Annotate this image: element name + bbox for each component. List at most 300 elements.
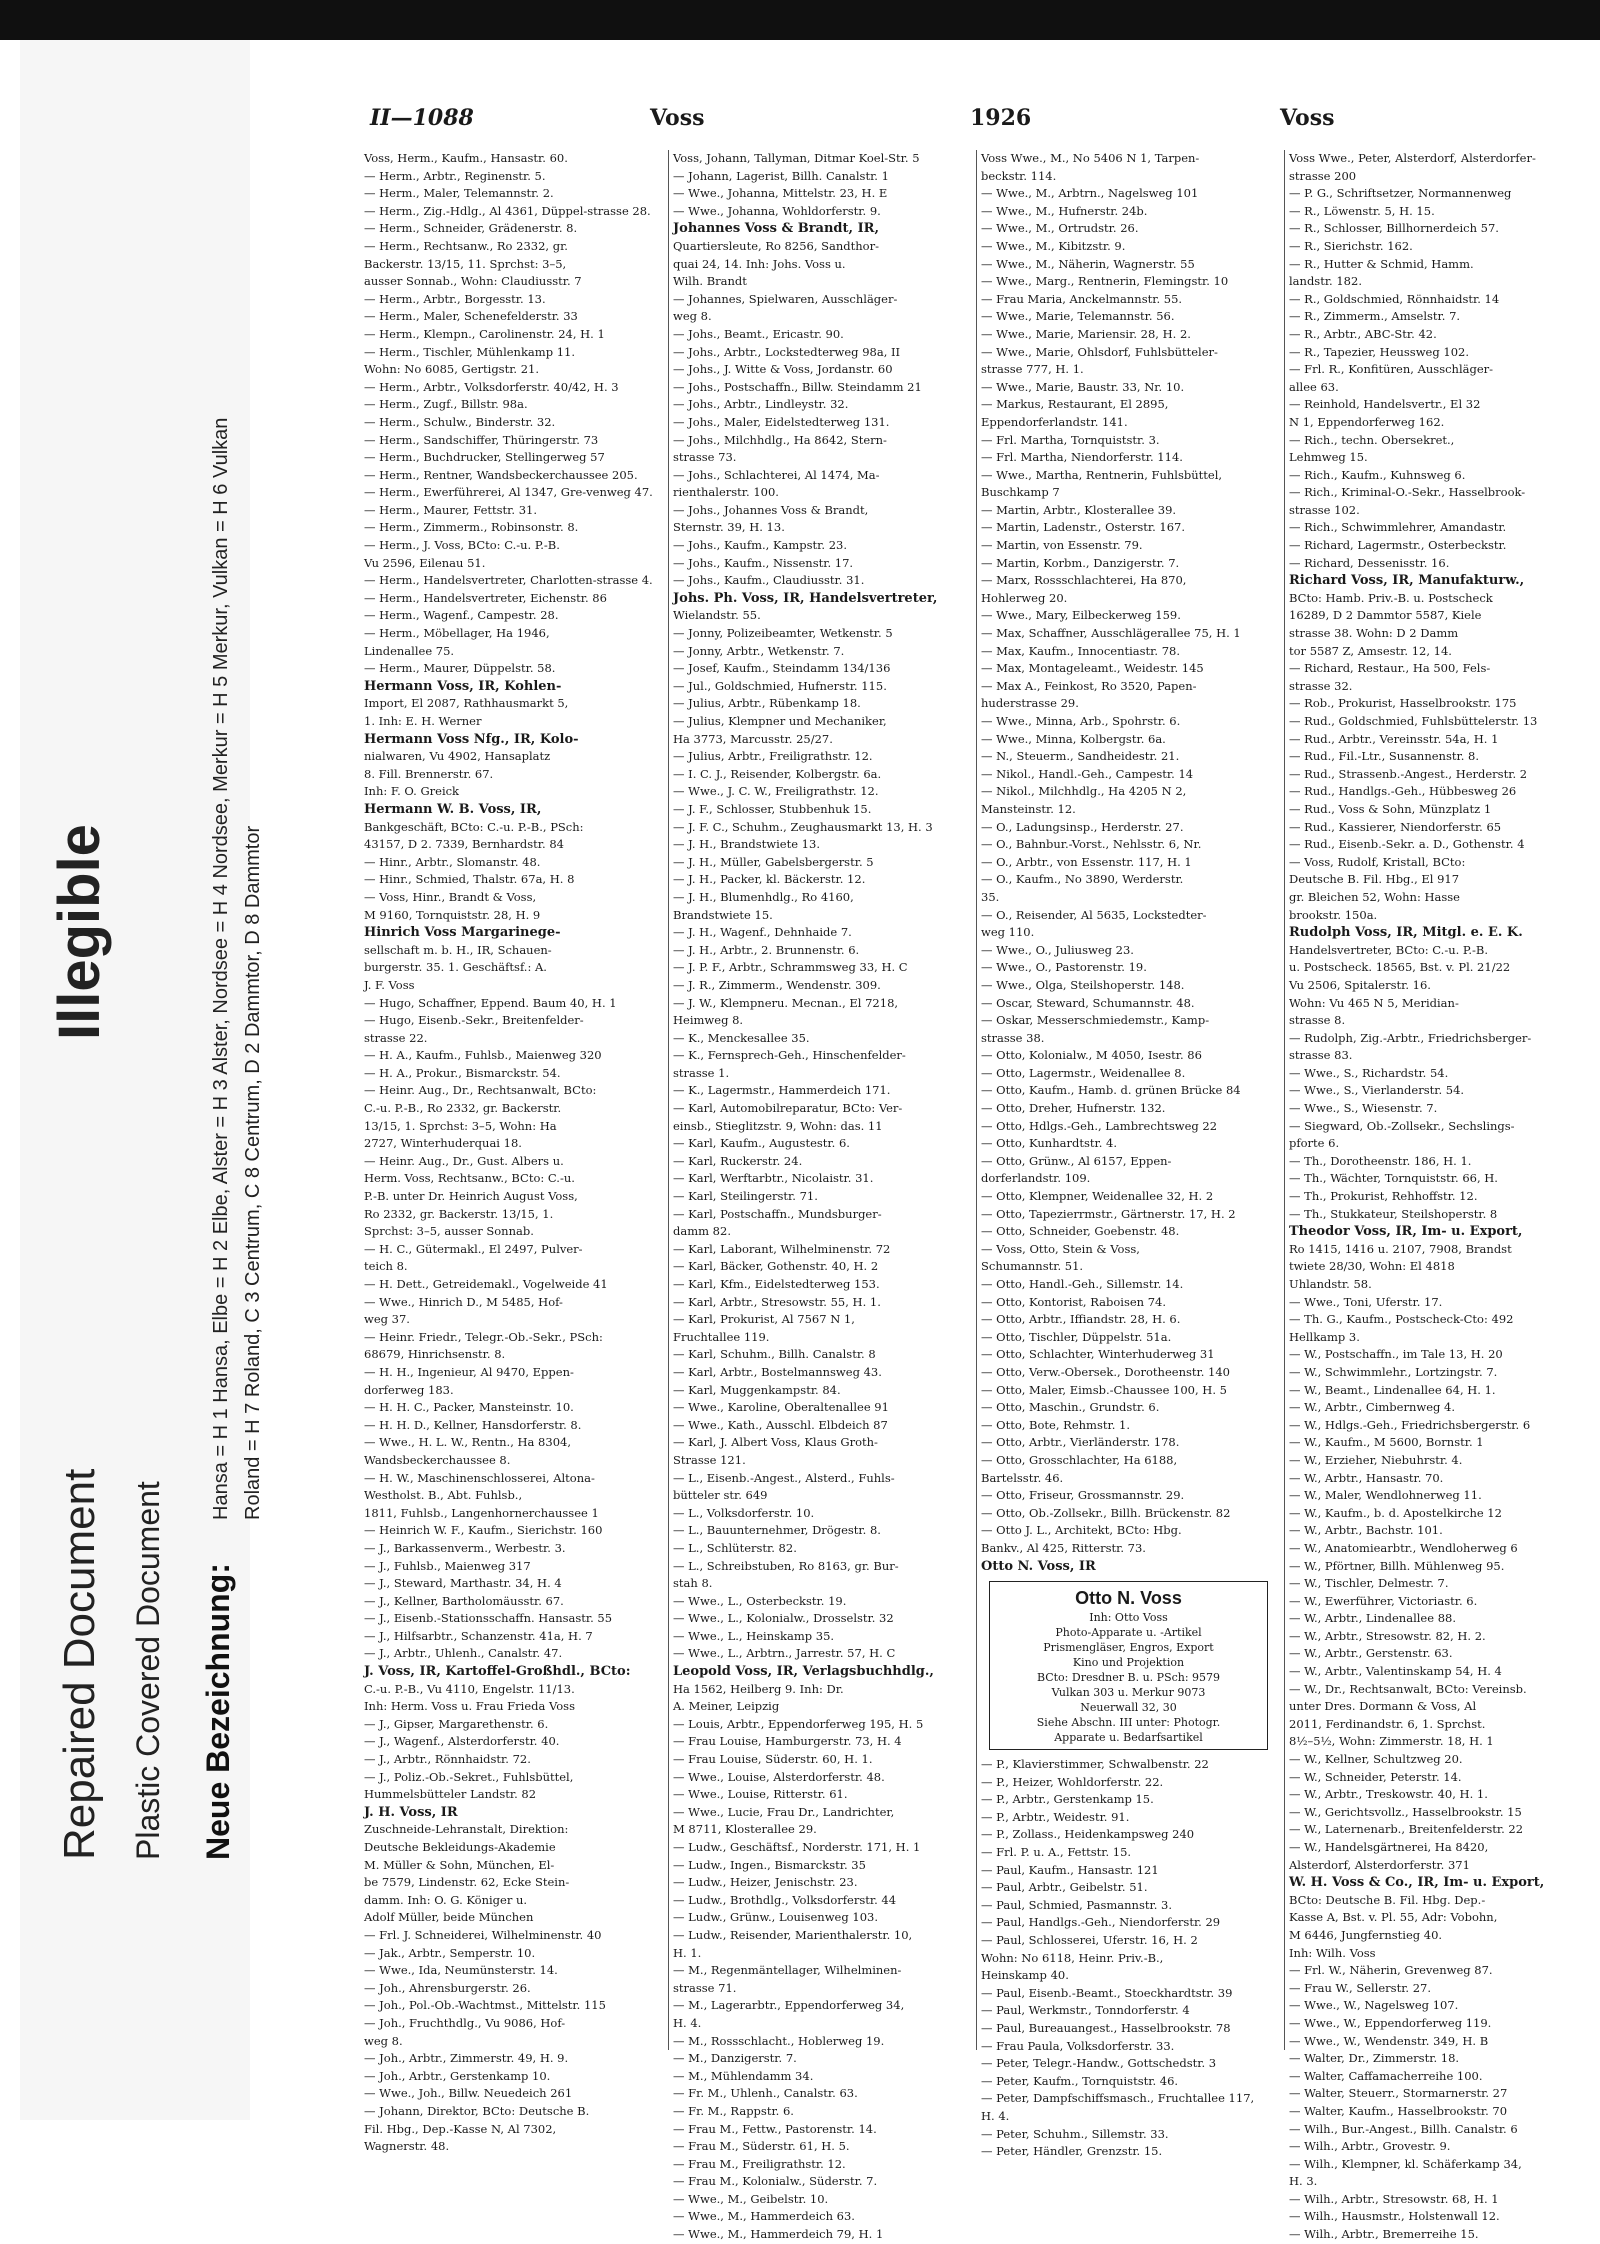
- directory-entry: damm 82.: [673, 1224, 731, 1239]
- directory-entry: — Rud., Goldschmied, Fuhlsbüttelerstr. 13: [1289, 714, 1538, 728]
- directory-entry: Wagnerstr. 48.: [364, 2139, 450, 2154]
- directory-entry: — Herm., Arbtr., Volksdorferstr. 40/42, H. 3: [364, 379, 619, 394]
- directory-entry: — M., Rossschlacht., Hoblerweg 19.: [673, 2033, 885, 2048]
- directory-entry: — Ludw., Brothdlg., Volksdorferstr. 44: [673, 1892, 897, 1907]
- directory-entry: — H. H. C., Packer, Mansteinstr. 10.: [364, 1400, 574, 1415]
- directory-entry: strasse 102.: [1289, 502, 1360, 517]
- directory-entry: — Josef, Kaufm., Steindamm 134/136: [673, 661, 891, 676]
- directory-entry: — Nikol., Handl.-Geh., Campestr. 14: [981, 766, 1194, 781]
- directory-entry: Deutsche Bekleidungs-Akademie: [364, 1840, 556, 1854]
- directory-entry: — Reinhold, Handelsvertr., El 32: [1289, 397, 1481, 412]
- directory-entry: — Peter, Dampfschiffsmasch., Fruchtallee 117,: [981, 2091, 1255, 2106]
- directory-entry: — Wwe., Hinrich D., M 5485, Hof-: [364, 1294, 563, 1309]
- stamp-illegible: Illegible: [47, 824, 112, 1040]
- directory-entry: — Ludw., Heizer, Jenischstr. 23.: [673, 1875, 858, 1890]
- directory-entry: — Herm., Tischler, Mühlenkamp 11.: [364, 344, 575, 359]
- directory-entry: Westholst. B., Abt. Fuhlsb.,: [364, 1488, 523, 1503]
- directory-entry: J. H. Voss, IR: [364, 1804, 458, 1820]
- directory-entry: — Joh., Pol.-Ob.-Wachtmst., Mittelstr. 115: [364, 1998, 606, 2013]
- directory-entry: — Wwe., Martha, Rentnerin, Fuhlsbüttel,: [981, 467, 1223, 482]
- directory-entry: — Wwe., W., Eppendorferweg 119.: [1289, 2015, 1492, 2030]
- directory-entry: dorferlandstr. 109.: [981, 1171, 1091, 1186]
- directory-entry: — K., Lagermstr., Hammerdeich 171.: [673, 1083, 891, 1098]
- directory-entry: — J. P. F., Arbtr., Schrammsweg 33, H. C: [673, 960, 908, 975]
- directory-entry: — Martin, Arbtr., Klosterallee 39.: [981, 502, 1177, 517]
- directory-entry: — Otto, Kolonialw., M 4050, Isestr. 86: [981, 1048, 1202, 1063]
- directory-entry: — Otto, Klempner, Weidenallee 32, H. 2: [981, 1189, 1214, 1204]
- directory-entry: ausser Sonnab., Wohn: Claudiusstr. 7: [364, 274, 582, 289]
- directory-entry: burgerstr. 35. 1. Geschäftsf.: A.: [364, 960, 547, 975]
- directory-entry: huderstrasse 29.: [981, 696, 1079, 711]
- directory-entry: — Wwe., H. L. W., Rentn., Ha 8304,: [364, 1435, 571, 1450]
- directory-entry: — Wwe., O., Juliusweg 23.: [981, 942, 1134, 957]
- directory-entry: — Herm., Ewerführerei, Al 1347, Gre-venweg 47.: [364, 485, 653, 500]
- directory-entry: — W., Arbtr., Valentinskamp 54, H. 4: [1289, 1664, 1502, 1679]
- directory-entry: — Wwe., M., Hammerdeich 79, H. 1: [673, 2227, 884, 2242]
- directory-entry: — J. H., Arbtr., 2. Brunnenstr. 6.: [673, 942, 860, 957]
- directory-entry: — J. F., Schlosser, Stubbenhuk 15.: [673, 801, 872, 816]
- directory-entry: — Wwe., Minna, Kolbergstr. 6a.: [981, 731, 1166, 746]
- directory-entry: — Frau Maria, Anckelmannstr. 55.: [981, 291, 1183, 306]
- directory-entry: — Wwe., M., Näherin, Wagnerstr. 55: [981, 256, 1195, 271]
- directory-entry: Hermann Voss Nfg., IR, Kolo-: [364, 731, 579, 747]
- directory-entry: — R., Tapezier, Heussweg 102.: [1289, 344, 1469, 359]
- directory-entry: Ro 2332, gr. Backerstr. 13/15, 1.: [364, 1206, 554, 1221]
- directory-entry: — Joh., Fruchthdlg., Vu 9086, Hof-: [364, 2015, 566, 2030]
- directory-entry: — Otto, Grünw., Al 6157, Eppen-: [981, 1153, 1172, 1168]
- directory-entry: — P., Zollass., Heidenkampsweg 240: [981, 1827, 1195, 1842]
- directory-entry: — Wwe., Kath., Ausschl. Elbdeich 87: [673, 1417, 888, 1432]
- directory-entry: — Wwe., W., Wendenstr. 349, H. B: [1289, 2033, 1489, 2048]
- directory-entry: Kasse A, Bst. v. Pl. 55, Adr: Vobohn,: [1289, 1910, 1498, 1925]
- directory-entry: — Wilh., Arbtr., Grovestr. 9.: [1289, 2139, 1451, 2154]
- directory-entry: H. 3.: [1289, 2174, 1318, 2189]
- directory-entry: — Karl, Arbtr., Bostelmannsweg 43.: [673, 1364, 882, 1379]
- directory-entry: — Johs., Kaufm., Claudiusstr. 31.: [673, 573, 865, 588]
- directory-entry: — Frl. Martha, Tornquiststr. 3.: [981, 432, 1160, 447]
- directory-entry: — Otto, Tapezierrmstr., Gärtnerstr. 17, H. 2: [981, 1206, 1236, 1221]
- directory-entry: — Frau M., Fettw., Pastorenstr. 14.: [673, 2121, 877, 2136]
- directory-entry: M 8711, Klosterallee 29.: [673, 1822, 817, 1837]
- directory-entry: — Peter, Schuhm., Sillemstr. 33.: [981, 2126, 1169, 2141]
- directory-entry: 8½–5½, Wohn: Zimmerstr. 18, H. 1: [1289, 1734, 1494, 1749]
- directory-entry: — Voss, Hinr., Brandt & Voss,: [364, 889, 537, 904]
- directory-entry: — H. H., Ingenieur, Al 9470, Eppen-: [364, 1364, 574, 1379]
- directory-entry: — Martin, Korbm., Danzigerstr. 7.: [981, 555, 1180, 570]
- side-note-line: Hansa = H 1 Hansa, Elbe = H 2 Elbe, Alster = H 3 Alster, Nordsee = H 4 Nordsee, Merkur = H 5 Merkur, Vulkan = H 6 Vulkan: [210, 417, 232, 1520]
- directory-entry: — Herm., Handelsvertreter, Charlotten-strasse 4.: [364, 573, 653, 588]
- directory-entry: — J., Eisenb.-Stationsschaffn. Hansastr. 55: [364, 1611, 613, 1626]
- directory-entry: Voss Wwe., M., No 5406 N 1, Tarpen-: [981, 151, 1200, 165]
- directory-entry: — Herm., Zugf., Billstr. 98a.: [364, 397, 528, 412]
- directory-column: [976, 150, 1276, 2159]
- ad-line: Vulkan 303 u. Merkur 9073: [1051, 1686, 1206, 1700]
- directory-entry: 16289, D 2 Dammtor 5587, Kiele: [1289, 608, 1482, 623]
- directory-entry: — Julius, Arbtr., Freiligrathstr. 12.: [673, 749, 873, 764]
- directory-entry: — Wwe., Johanna, Mittelstr. 23, H. E: [673, 186, 888, 201]
- directory-entry: — R., Goldschmied, Rönnhaidstr. 14: [1289, 291, 1500, 306]
- directory-entry: — Otto, Maschin., Grundstr. 6.: [981, 1400, 1160, 1415]
- directory-entry: tor 5587 Z, Amsestr. 12, 14.: [1289, 643, 1452, 658]
- directory-entry: — Paul, Arbtr., Geibelstr. 51.: [981, 1880, 1148, 1895]
- directory-entry: — Wwe., L., Kolonialw., Drosselstr. 32: [673, 1611, 894, 1626]
- page-header: [350, 100, 1600, 140]
- directory-entry: — O., Kaufm., No 3890, Werderstr.: [981, 872, 1184, 887]
- directory-entry: Hermann Voss, IR, Kohlen-: [364, 678, 562, 694]
- directory-entry: — W., Arbtr., Lindenallee 88.: [1289, 1611, 1456, 1626]
- directory-entry: — O., Reisender, Al 5635, Lockstedter-: [981, 907, 1207, 922]
- directory-entry: P.-B. unter Dr. Heinrich August Voss,: [364, 1189, 578, 1204]
- directory-entry: — Frl. Martha, Niendorferstr. 114.: [981, 450, 1183, 465]
- directory-entry: — W., Schwimmlehr., Lortzingstr. 7.: [1289, 1364, 1498, 1379]
- directory-entry: — W., Handelsgärtnerei, Ha 8420,: [1289, 1840, 1489, 1854]
- directory-entry: — W., Postschaffn., im Tale 13, H. 20: [1289, 1347, 1503, 1362]
- directory-entry: — Herm., Handelsvertreter, Eichenstr. 86: [364, 590, 607, 605]
- directory-entry: Quartiersleute, Ro 8256, Sandthor-: [673, 238, 879, 253]
- running-head-year: 1926: [970, 105, 1032, 131]
- directory-entry: — Rud., Strassenb.-Angest., Herderstr. 2: [1289, 766, 1528, 781]
- directory-entry: Zuschneide-Lehranstalt, Direktion:: [364, 1822, 569, 1837]
- directory-entry: — Johs., Beamt., Ericastr. 90.: [673, 326, 844, 341]
- directory-entry: BCto: Deutsche B. Fil. Hbg. Dep.-: [1289, 1892, 1486, 1907]
- directory-entry: — H. W., Maschinenschlosserei, Altona-: [364, 1470, 595, 1485]
- directory-entry: — Paul, Eisenb.-Beamt., Stoeckhardtstr. 39: [981, 1985, 1233, 2000]
- directory-entry: H. 1.: [673, 1945, 702, 1960]
- directory-entry: — P., Arbtr., Gerstenkamp 15.: [981, 1792, 1154, 1807]
- directory-entry: — Wwe., Mary, Eilbeckerweg 159.: [981, 608, 1181, 623]
- directory-entry: — W., Arbtr., Gerstenstr. 63.: [1289, 1646, 1453, 1661]
- directory-entry: nialwaren, Vu 4902, Hansaplatz: [364, 749, 551, 764]
- directory-entry: Ro 1415, 1416 u. 2107, 7908, Brandst: [1289, 1241, 1512, 1256]
- directory-entry: — W., Gerichtsvollz., Hasselbrookstr. 15: [1289, 1804, 1522, 1819]
- directory-entry: — Wwe., Marie, Ohlsdorf, Fuhlsbütteler-: [981, 344, 1218, 359]
- directory-entry: — Johs., Kaufm., Kampstr. 23.: [673, 538, 848, 553]
- side-heading: Neue Bezeichnung:: [200, 1563, 236, 1860]
- directory-entry: — Wwe., L., Arbtrn., Jarrestr. 57, H. C: [673, 1646, 896, 1661]
- directory-entry: H. 4.: [981, 2108, 1010, 2123]
- directory-entry: — Herm., Zig.-Hdlg., Al 4361, Düppel-strasse 28.: [364, 203, 651, 218]
- directory-entry: — J. H., Wagenf., Dehnhaide 7.: [673, 925, 852, 940]
- directory-entry: — Herm., Rechtsanw., Ro 2332, gr.: [364, 238, 568, 253]
- directory-entry: — Karl, Muggenkampstr. 84.: [673, 1382, 841, 1397]
- ad-line: Photo-Apparate u. -Artikel: [1055, 1626, 1202, 1640]
- directory-entry: — Hugo, Eisenb.-Sekr., Breitenfelder-: [364, 1013, 584, 1028]
- directory-entry: — Peter, Kaufm., Tornquiststr. 46.: [981, 2073, 1179, 2088]
- directory-entry: — Paul, Bureauangest., Hasselbrookstr. 78: [981, 2021, 1231, 2035]
- directory-entry: Vu 2506, Spitalerstr. 16.: [1289, 977, 1431, 992]
- directory-entry: — Julius, Klempner und Mechaniker,: [673, 714, 887, 728]
- directory-entry: Strasse 121.: [673, 1452, 746, 1467]
- directory-entry: Theodor Voss, IR, Im- u. Export,: [1289, 1224, 1523, 1240]
- directory-entry: — N., Steuerm., Sandheidestr. 21.: [981, 749, 1180, 764]
- running-head-right: Voss: [1280, 105, 1335, 131]
- directory-entry: quai 24, 14. Inh: Johs. Voss u.: [673, 256, 846, 271]
- directory-entry: — H. A., Prokur., Bismarckstr. 54.: [364, 1065, 561, 1080]
- directory-entry: — Joh., Arbtr., Gerstenkamp 10.: [364, 2068, 551, 2083]
- directory-entry: — Otto, Grosschlachter, Ha 6188,: [981, 1452, 1178, 1467]
- directory-entry: — O., Bahnbur.-Vorst., Nehlsstr. 6, Nr.: [981, 837, 1202, 852]
- directory-entry: — Siegward, Ob.-Zollsekr., Sechslings-: [1289, 1118, 1515, 1133]
- directory-entry: Hinrich Voss Margarinege-: [364, 925, 561, 941]
- directory-entry: Johs. Ph. Voss, IR, Handelsvertreter,: [673, 590, 938, 606]
- directory-entry: — Frau M., Freiligrathstr. 12.: [673, 2156, 846, 2171]
- directory-entry: — Paul, Kaufm., Hansastr. 121: [981, 1862, 1159, 1877]
- directory-entry: — Th., Stukkateur, Steilshoperstr. 8: [1289, 1206, 1498, 1221]
- directory-entry: — Johs., Schlachterei, Al 1474, Ma-: [673, 467, 880, 482]
- directory-entry: 2011, Ferdinandstr. 6, 1. Sprchst.: [1289, 1716, 1486, 1731]
- directory-entry: — Herm., Arbtr., Borgesstr. 13.: [364, 291, 546, 306]
- directory-entry: — W., Laternenarb., Breitenfelderstr. 22: [1289, 1822, 1524, 1837]
- directory-entry: — Wwe., S., Vierlanderstr. 54.: [1289, 1083, 1465, 1098]
- directory-entry: — Wwe., W., Nagelsweg 107.: [1289, 1998, 1459, 2013]
- directory-entry: — Karl, Kaufm., Augustestr. 6.: [673, 1136, 850, 1151]
- directory-entry: — R., Hutter & Schmid, Hamm.: [1289, 256, 1474, 271]
- directory-entry: — Johs., Kaufm., Nissenstr. 17.: [673, 555, 854, 570]
- directory-entry: — Karl, Automobilreparatur, BCto: Ver-: [673, 1101, 903, 1116]
- directory-entry: Bartelsstr. 46.: [981, 1470, 1064, 1485]
- directory-entry: Wandsbeckerchaussee 8.: [364, 1452, 511, 1467]
- directory-entry: — J., Wagenf., Alsterdorferstr. 40.: [364, 1734, 560, 1749]
- directory-entry: — Wwe., Marie, Baustr. 33, Nr. 10.: [981, 379, 1185, 394]
- directory-page: [350, 80, 1600, 2242]
- directory-entry: — Joh., Ahrensburgerstr. 26.: [364, 1980, 531, 1995]
- directory-entry: — Otto, Kontorist, Raboisen 74.: [981, 1294, 1167, 1309]
- directory-entry: — W., Schneider, Peterstr. 14.: [1289, 1769, 1462, 1784]
- directory-entry: Sprchst: 3–5, ausser Sonnab.: [364, 1224, 534, 1239]
- directory-entry: — Fr. M., Uhlenh., Canalstr. 63.: [673, 2086, 858, 2101]
- directory-entry: — H. Dett., Getreidemakl., Vogelweide 41: [364, 1277, 608, 1291]
- directory-entry: strasse 22.: [364, 1030, 428, 1045]
- directory-entry: — Wwe., Lucie, Frau Dr., Landrichter,: [673, 1804, 895, 1819]
- directory-entry: einsb., Stieglitzstr. 9, Wohn: das. 11: [673, 1118, 883, 1133]
- directory-entry: — L., Volksdorferstr. 10.: [673, 1505, 815, 1520]
- running-head-left: Voss: [650, 105, 705, 131]
- directory-entry: — Max, Kaufm., Innocentiastr. 78.: [981, 643, 1181, 658]
- directory-entry: — M., Lagerarbtr., Eppendorferweg 34,: [673, 1998, 905, 2013]
- directory-entry: — Karl, Arbtr., Stresowstr. 55, H. 1.: [673, 1294, 881, 1309]
- directory-entry: — Otto, Friseur, Grossmannstr. 29.: [981, 1488, 1185, 1503]
- directory-entry: — Herm., Klempn., Carolinenstr. 24, H. 1: [364, 326, 605, 341]
- directory-entry: unter Dres. Dormann & Voss, Al: [1289, 1699, 1477, 1714]
- directory-entry: Leopold Voss, IR, Verlagsbuchhdlg.,: [673, 1664, 934, 1680]
- directory-entry: — Johs., Arbtr., Lockstedterweg 98a, II: [673, 344, 901, 359]
- ad-line: Apparate u. Bedarfsartikel: [1054, 1731, 1203, 1745]
- directory-entry: — Otto, Dreher, Hufnerstr. 132.: [981, 1101, 1166, 1116]
- directory-entry: Alsterdorf, Alsterdorferstr. 371: [1289, 1857, 1470, 1872]
- directory-entry: — Rudolph, Zig.-Arbtr., Friedrichsberger-: [1289, 1030, 1532, 1045]
- directory-entry: — H. A., Kaufm., Fuhlsb., Maienweg 320: [364, 1048, 602, 1063]
- directory-entry: Hohlerweg 20.: [981, 590, 1068, 605]
- directory-entry: Heinskamp 40.: [981, 1968, 1069, 1983]
- directory-entry: C.-u. P.-B., Ro 2332, gr. Backerstr.: [364, 1101, 562, 1116]
- directory-entry: A. Meiner, Leipzig: [673, 1699, 780, 1714]
- directory-entry: — Otto, Arbtr., Iffiandstr. 28, H. 6.: [981, 1312, 1181, 1327]
- directory-entry: — Karl, Laborant, Wilhelminenstr. 72: [673, 1241, 891, 1256]
- directory-entry: — W., Erzieher, Niebuhrstr. 4.: [1289, 1452, 1463, 1467]
- directory-entry: — Otto, Maler, Eimsb.-Chaussee 100, H. 5: [981, 1382, 1227, 1397]
- directory-entry: — Rob., Prokurist, Hasselbrookstr. 175: [1289, 696, 1517, 711]
- ad-line: BCto: Dresdner B. u. PSch: 9579: [1036, 1671, 1221, 1685]
- directory-entry: allee 63.: [1289, 379, 1339, 394]
- directory-entry: — J., Barkassenverm., Werbestr. 3.: [364, 1540, 566, 1555]
- directory-entry: — Martin, Ladenstr., Osterstr. 167.: [981, 520, 1186, 535]
- directory-entry: — Paul, Handlgs.-Geh., Niendorferstr. 29: [981, 1915, 1221, 1930]
- directory-entry: — Wwe., M., Arbtrn., Nagelsweg 101: [981, 186, 1199, 201]
- directory-entry: — Rud., Arbtr., Vereinsstr. 54a, H. 1: [1289, 731, 1499, 746]
- directory-entry: — Wwe., Marg., Rentnerin, Flemingstr. 10: [981, 274, 1229, 289]
- directory-entry: — J. H., Brandstwiete 13.: [673, 837, 820, 852]
- directory-entry: weg 110.: [981, 925, 1035, 940]
- directory-entry: Brandstwiete 15.: [673, 907, 773, 922]
- directory-entry: — Otto, Bote, Rehmstr. 1.: [981, 1417, 1130, 1432]
- directory-entry: 43157, D 2. 7339, Bernhardstr. 84: [364, 837, 564, 852]
- directory-entry: — Frau Louise, Süderstr. 60, H. 1.: [673, 1752, 873, 1767]
- directory-entry: — Frau M., Kolonialw., Süderstr. 7.: [673, 2174, 878, 2189]
- directory-entry: Fruchtallee 119.: [673, 1329, 770, 1344]
- directory-entry: weg 8.: [364, 2033, 403, 2048]
- directory-entry: — Heinrich W. F., Kaufm., Sierichstr. 160: [364, 1523, 603, 1538]
- directory-entry: gr. Bleichen 52, Wohn: Hasse: [1289, 889, 1460, 904]
- directory-entry: — Karl, J. Albert Voss, Klaus Groth-: [673, 1435, 878, 1450]
- directory-entry: — Frl. R., Konfitüren, Ausschläger-: [1289, 362, 1494, 377]
- ad-line: Kino und Projektion: [1072, 1656, 1185, 1670]
- directory-entry: — W., Kaufm., M 5600, Bornstr. 1: [1289, 1435, 1484, 1450]
- directory-entry: — Wwe., Marie, Mariensir. 28, H. 2.: [981, 326, 1191, 341]
- directory-entry: — J. H., Müller, Gabelsbergerstr. 5: [673, 854, 874, 869]
- directory-entry: — Otto, Hdlgs.-Geh., Lambrechtsweg 22: [981, 1118, 1218, 1133]
- directory-entry: Lindenallee 75.: [364, 643, 455, 658]
- directory-entry: — Herm., Maurer, Düppelstr. 58.: [364, 661, 556, 676]
- directory-entry: 13/15, 1. Sprchst: 3–5, Wohn: Ha: [364, 1118, 557, 1133]
- directory-entry: — Otto, Tischler, Düppelstr. 51a.: [981, 1329, 1172, 1344]
- directory-entry: brookstr. 150a.: [1289, 907, 1378, 922]
- directory-entry: — W., Kaufm., b. d. Apostelkirche 12: [1289, 1505, 1502, 1520]
- directory-entry: — Richard, Dessenisstr. 16.: [1289, 555, 1450, 570]
- directory-columns: [360, 150, 1600, 2242]
- ad-line: Prismengläser, Engros, Export: [1043, 1641, 1214, 1655]
- directory-entry: — Frl. W., Näherin, Grevenweg 87.: [1289, 1963, 1493, 1978]
- directory-entry: — W., Kellner, Schultzweg 20.: [1289, 1752, 1463, 1767]
- directory-entry: — Johann, Direktor, BCto: Deutsche B.: [364, 2103, 590, 2118]
- directory-entry: — Frl. P. u. A., Fettstr. 15.: [981, 1845, 1132, 1860]
- directory-entry: bütteler str. 649: [673, 1488, 768, 1503]
- directory-entry: 8. Fill. Brennerstr. 67.: [364, 766, 494, 781]
- directory-entry: — J., Gipser, Margarethenstr. 6.: [364, 1716, 549, 1731]
- directory-entry: — Ludw., Reisender, Marienthalerstr. 10,: [673, 1927, 913, 1942]
- directory-entry: — Karl, Werftarbtr., Nicolaistr. 31.: [673, 1171, 874, 1186]
- directory-entry: — Wwe., Toni, Uferstr. 17.: [1289, 1294, 1443, 1309]
- directory-entry: — Wwe., Joh., Billw. Neuedeich 261: [364, 2086, 573, 2101]
- directory-entry: weg 37.: [364, 1312, 410, 1327]
- directory-entry: — P., Arbtr., Weidestr. 91.: [981, 1809, 1130, 1824]
- stamp-line1-text: Repaired Document: [55, 1468, 104, 1860]
- directory-entry: strasse 32.: [1289, 678, 1353, 693]
- directory-entry: — Frau Paula, Volksdorferstr. 33.: [981, 2038, 1175, 2053]
- directory-entry: — J., Poliz.-Ob.-Sekret., Fuhlsbüttel,: [364, 1769, 574, 1784]
- directory-entry: Hellkamp 3.: [1289, 1329, 1360, 1344]
- directory-entry: M 6446, Jungfernstieg 40.: [1289, 1927, 1443, 1942]
- directory-entry: — Hugo, Schaffner, Eppend. Baum 40, H. 1: [364, 995, 617, 1010]
- directory-entry: — Walter, Dr., Zimmerstr. 18.: [1289, 2051, 1460, 2066]
- directory-entry: strasse 38.: [981, 1030, 1045, 1045]
- directory-entry: — Frau M., Süderstr. 61, H. 5.: [673, 2139, 850, 2154]
- directory-entry: — K., Menckesallee 35.: [673, 1030, 810, 1045]
- directory-entry: — Wwe., Louise, Alsterdorferstr. 48.: [673, 1769, 885, 1784]
- directory-entry: — Marx, Rossschlachterei, Ha 870,: [981, 573, 1187, 588]
- directory-entry: — W., Dr., Rechtsanwalt, BCto: Vereinsb.: [1289, 1681, 1527, 1696]
- directory-entry: — Wwe., Louise, Ritterstr. 61.: [673, 1787, 848, 1802]
- page-number: II—1088: [370, 105, 474, 131]
- directory-entry: — H. C., Gütermakl., El 2497, Pulver-: [364, 1241, 583, 1256]
- directory-entry: — Wwe., Johanna, Wohldorferstr. 9.: [673, 203, 881, 218]
- directory-entry: — W., Hdlgs.-Geh., Friedrichsbergerstr. 6: [1289, 1417, 1531, 1432]
- directory-column: [360, 150, 660, 2154]
- directory-entry: — Nikol., Milchhdlg., Ha 4205 N 2,: [981, 784, 1187, 799]
- directory-entry: — J. W., Klempneru. Mecnan., El 7218,: [673, 995, 899, 1010]
- advertisement-box: [989, 1581, 1268, 1750]
- directory-entry: be 7579, Lindenstr. 62, Ecke Stein-: [364, 1875, 570, 1890]
- directory-entry: — M., Danzigerstr. 7.: [673, 2051, 797, 2066]
- directory-entry: rienthalerstr. 100.: [673, 485, 779, 500]
- directory-entry: — Johannes, Spielwaren, Ausschläger-: [673, 291, 898, 306]
- directory-entry: — W., Arbtr., Bachstr. 101.: [1289, 1523, 1443, 1538]
- directory-entry: — Rud., Fil.-Ltr., Susannenstr. 8.: [1289, 749, 1479, 764]
- directory-entry: — Hinr., Arbtr., Slomanstr. 48.: [364, 854, 541, 869]
- directory-entry: — Wwe., Marie, Telemannstr. 56.: [981, 309, 1175, 324]
- directory-entry: — Wilh., Klempner, kl. Schäferkamp 34,: [1289, 2156, 1522, 2171]
- directory-entry: — Max, Montageleamt., Weidestr. 145: [981, 661, 1204, 676]
- directory-entry: — H. H. D., Kellner, Hansdorferstr. 8.: [364, 1417, 582, 1432]
- directory-entry: — W., Arbtr., Cimbernweg 4.: [1289, 1400, 1456, 1415]
- directory-entry: — Max, Schaffner, Ausschlägerallee 75, H. 1: [981, 626, 1241, 641]
- directory-entry: Fil. Hbg., Dep.-Kasse N, Al 7302,: [364, 2121, 557, 2136]
- directory-entry: — Johs., Arbtr., Lindleystr. 32.: [673, 397, 849, 412]
- directory-entry: sellschaft m. b. H., IR, Schauen-: [364, 942, 552, 957]
- directory-entry: — Wwe., M., Hammerdeich 63.: [673, 2209, 855, 2224]
- directory-entry: — Herm., Maler, Telemannstr. 2.: [364, 186, 554, 201]
- directory-entry: — Markus, Restaurant, El 2895,: [981, 397, 1169, 412]
- directory-entry: — Heinr. Aug., Dr., Rechtsanwalt, BCto:: [364, 1083, 597, 1098]
- directory-entry: — K., Fernsprech-Geh., Hinschenfelder-: [673, 1048, 906, 1063]
- directory-entry: Herm. Voss, Rechtsanw., BCto: C.-u.: [364, 1171, 575, 1186]
- directory-entry: J. Voss, IR, Kartoffel-Großhdl., BCto:: [364, 1664, 631, 1680]
- directory-entry: — Wwe., L., Heinskamp 35.: [673, 1628, 835, 1643]
- directory-entry: — Wwe., Minna, Arb., Spohrstr. 6.: [981, 714, 1181, 728]
- directory-entry: twiete 28/30, Wohn: El 4818: [1289, 1259, 1455, 1274]
- directory-entry: — R., Sierichstr. 162.: [1289, 238, 1413, 253]
- directory-entry: strasse 200: [1289, 168, 1357, 183]
- directory-entry: pforte 6.: [1289, 1136, 1340, 1151]
- directory-entry: — Otto, Kaufm., Hamb. d. grünen Brücke 84: [981, 1083, 1241, 1098]
- directory-entry: — Rud., Eisenb.-Sekr. a. D., Gothenstr. 4: [1289, 837, 1525, 852]
- directory-entry: — Herm., Möbellager, Ha 1946,: [364, 626, 550, 641]
- directory-entry: — M., Regenmäntellager, Wilhelminen-: [673, 1963, 902, 1978]
- directory-entry: — Ludw., Geschäftsf., Norderstr. 171, H. 1: [673, 1840, 921, 1854]
- directory-entry: — J., Hilfsarbtr., Schanzenstr. 41a, H. 7: [364, 1628, 593, 1643]
- directory-entry: N 1, Eppendorferweg 162.: [1289, 414, 1445, 429]
- directory-entry: — Johs., Postschaffn., Billw. Steindamm 21: [673, 379, 922, 394]
- directory-entry: — W., Beamt., Lindenallee 64, H. 1.: [1289, 1382, 1496, 1397]
- directory-entry: — Otto, Lagermstr., Weidenallee 8.: [981, 1065, 1186, 1080]
- directory-entry: Voss, Johann, Tallyman, Ditmar Koel-Str. 5: [673, 151, 920, 165]
- ad-line: Neuerwall 32, 30: [1080, 1701, 1177, 1715]
- directory-entry: — Wwe., J. C. W., Freiligrathstr. 12.: [673, 784, 879, 799]
- directory-entry: — I. C. J., Reisender, Kolbergstr. 6a.: [673, 766, 882, 781]
- directory-entry: J. F. Voss: [364, 977, 415, 992]
- directory-entry: — L., Schlüterstr. 82.: [673, 1540, 797, 1555]
- directory-entry: — J., Steward, Marthastr. 34, H. 4: [364, 1576, 562, 1591]
- directory-entry: Inh: F. O. Greick: [364, 784, 460, 799]
